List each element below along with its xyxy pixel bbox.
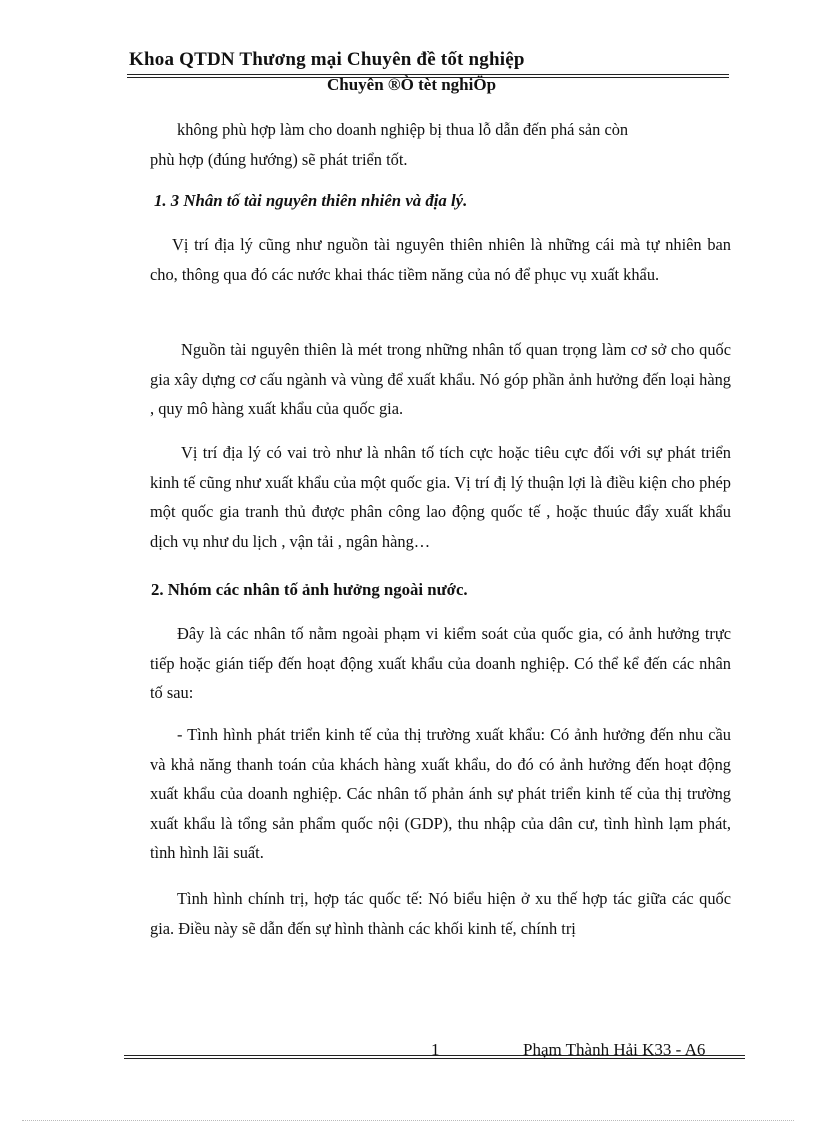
paragraph-line: không phù hợp làm cho doanh nghiệp bị thua lỗ dẫn đến phá sản còn (177, 120, 629, 139)
paragraph-text: Nguồn tài nguyên thiên là mét trong những nhân tố quan trọng làm cơ sở cho quốc gia xây dựng cơ cấu ngành và vùng để xuất khẩu. Nó góp phần ảnh hưởng đến loại hàng , quy mô hàng xuất khẩu của quốc gia. (150, 340, 731, 418)
paragraph-text: Đây là các nhân tố nằm ngoài phạm vi kiểm soát của quốc gia, có ảnh hưởng trực tiếp hoặc gián tiếp đến hoạt động xuất khẩu của doanh nghiệp. Có thể kể đến các nhân tố sau: (150, 624, 731, 702)
page-bottom-dotted-line (22, 1120, 794, 1121)
footer-rule-bottom (124, 1058, 745, 1059)
paragraph-line: phù hợp (đúng hướng) sẽ phát triển tốt. (150, 149, 408, 169)
paragraph (150, 335, 731, 424)
paragraph (150, 438, 731, 556)
paragraph-text: Vị trí địa lý có vai trò như là nhân tố tích cực hoặc tiêu cực đối với sự phát triển kinh tế cũng như xuất khẩu của một quốc gia. Vị trí đị lý thuận lợi là điều kiện cho phép một quốc gia tranh thủ được phân công lao động quốc tế , hoặc thuúc đẩy xuất khẩu dịch vụ như du lịch , vận tải , ngân hàng… (150, 443, 731, 551)
footer-author: Phạm Thành Hải K33 - A6 (523, 1040, 706, 1059)
section-heading-2: 2. Nhóm các nhân tố ảnh hưởng ngoài nước. (151, 580, 468, 599)
paragraph-text: Vị trí địa lý cũng như nguồn tài nguyên thiên nhiên là những cái mà tự nhiên ban cho, thông qua đó các nước khai thác tiềm năng của nó để phục vụ xuất khẩu. (150, 235, 731, 284)
paragraph (150, 619, 731, 708)
paragraph (150, 230, 731, 289)
paragraph-continuation (150, 115, 731, 174)
paragraph (150, 884, 731, 943)
page-header-subtitle: Chuyên ®Ò tèt nghiÖp (327, 75, 497, 94)
section-heading-1-3: 1. 3 Nhân tố tài nguyên thiên nhiên và địa lý. (154, 191, 468, 210)
paragraph-text: Tình hình chính trị, hợp tác quốc tế: Nó biểu hiện ở xu thế hợp tác giữa các quốc gia. Điều này sẽ dẫn đến sự hình thành các khối kinh tế, chính trị (150, 889, 731, 938)
paragraph (150, 720, 731, 868)
footer-rule-top (124, 1055, 745, 1056)
paragraph-text: - Tình hình phát triển kinh tế của thị trường xuất khẩu: Có ảnh hưởng đến nhu cầu và khả năng thanh toán của khách hàng xuất khẩu, do đó có ảnh hưởng đến hoạt động xuất khẩu của doanh nghiệp. Các nhân tố phản ánh sự phát triển kinh tế của thị trường xuất khẩu là tổng sản phẩm quốc nội (GDP), thu nhập của dân cư, tình hình lạm phát, tình hình lãi suất. (150, 725, 731, 862)
footer-page-number: 1 (431, 1040, 440, 1059)
page-header-title: Khoa QTDN Thương mại Chuyên đề tốt nghiệp (129, 49, 525, 70)
